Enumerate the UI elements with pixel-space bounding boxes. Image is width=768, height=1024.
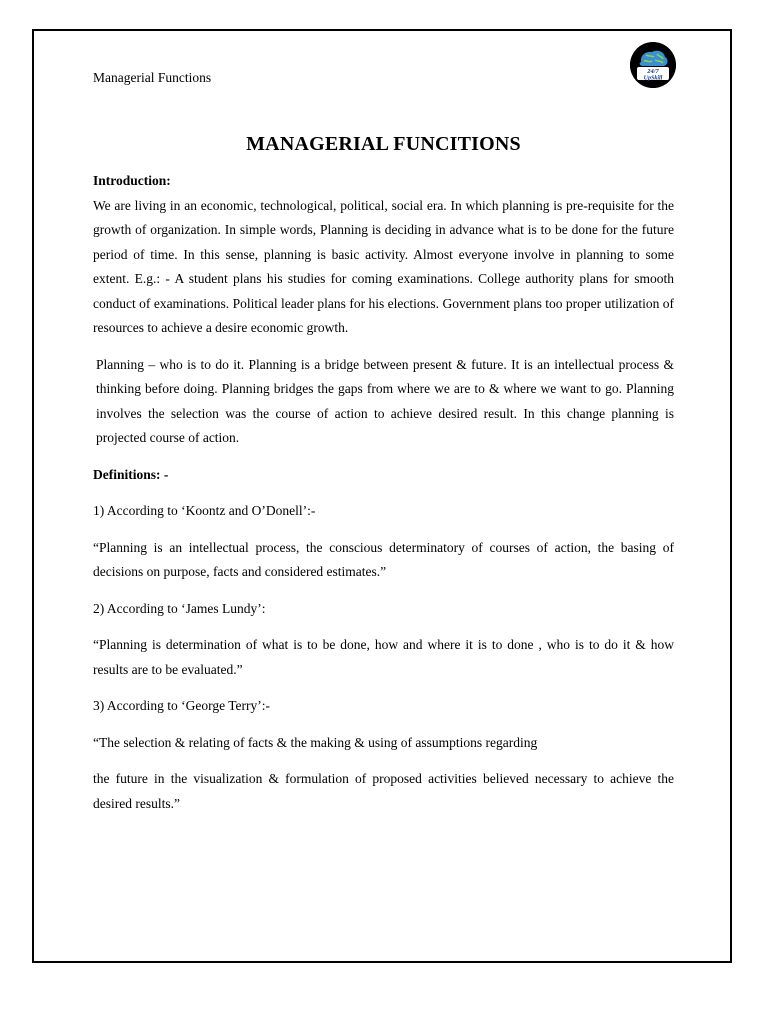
definition-label-1: 1) According to ‘Koontz and O’Donell’:- bbox=[93, 503, 316, 518]
definition-label-2: 2) According to ‘James Lundy’: bbox=[93, 600, 266, 616]
upskill-logo bbox=[630, 42, 676, 88]
definition-quote-2: “Planning is determination of what is to be done, how and where it is to done , who is to do it & how results are to be evaluated.” bbox=[93, 637, 674, 677]
definition-quote-3: “The selection & relating of facts & the making & using of assumptions regarding bbox=[93, 734, 538, 750]
document-body bbox=[93, 169, 674, 816]
running-header: Managerial Functions bbox=[93, 70, 212, 85]
introduction-paragraph: We are living in an economic, technological, political, social era. In which planning is pre-requisite for the growth of organization. In simple words, Planning is deciding in advance what is to be done for the future period of time. In this sense, planning is basic activity. Almost everyone involve in planning to some extent. E.g.: - A student plans his studies for coming examinations. College authority plans for smooth conduct of examinations. Political leader plans for his elections. Government plans too proper utilization of resources to achieve a desire economic growth. bbox=[93, 197, 674, 335]
definition-quote-3-continued: the future in the visualization & formulation of proposed activities believed necessary to achieve the desired results.” bbox=[93, 771, 674, 811]
definition-label-3: 3) According to ‘George Terry’:- bbox=[93, 698, 270, 713]
introduction-heading: Introduction: bbox=[93, 173, 171, 188]
brain-icon bbox=[630, 42, 676, 88]
planning-paragraph: Planning – who is to do it. Planning is a bridge between present & future. It is an intellectual process & thinking before doing. Planning bridges the gaps from where we are to & where we want to go. Planning involves the selection was the course of action to achieve desired result. In this change planning is projected course of action. bbox=[96, 356, 674, 445]
definitions-heading: Definitions: - bbox=[93, 466, 169, 482]
svg-text:UpSkill: UpSkill bbox=[643, 75, 663, 82]
definition-quote-1: “Planning is an intellectual process, the conscious determinatory of courses of action, the basing of decisions on purpose, facts and considered estimates.” bbox=[93, 539, 674, 579]
document-title: MANAGERIAL FUNCITIONS bbox=[246, 133, 521, 155]
svg-text:24/7: 24/7 bbox=[647, 68, 659, 75]
